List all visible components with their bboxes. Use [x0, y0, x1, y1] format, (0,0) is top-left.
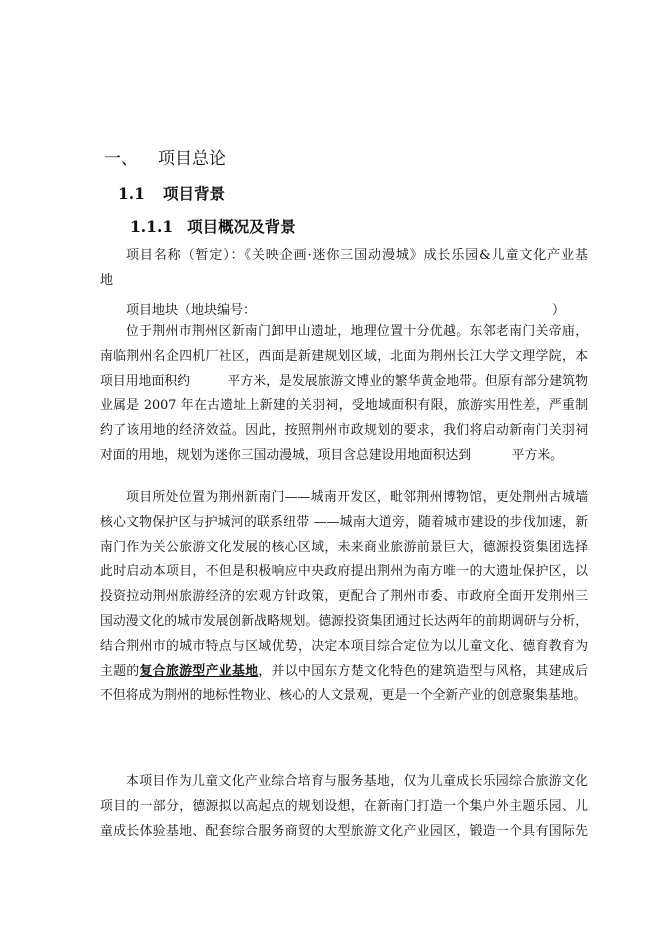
- text-line: 对面的用地，规划为迷你三国动漫城，项目含总建设用地面积达到 平方米。: [100, 447, 563, 463]
- project-plot-line: [126, 299, 256, 318]
- text-line: 国动漫文化的城市发展创新战略规划。德源投资集团通过长达两年的前期调研与分析，: [100, 613, 588, 629]
- text-line: 约了该用地的经济效益。因此，按照荆州市政规划的要求，我们将启动新南门关羽祠: [100, 423, 588, 439]
- text-line: 本项目作为儿童文化产业综合培育与服务基地，仅为儿童成长乐园综合旅游文化: [126, 774, 588, 789]
- text-line: 项目的一部分，德源拟以高起点的规划设想，在新南门打造一个集户外主题乐园、儿: [100, 798, 588, 814]
- text-line: 不但将成为荆州的地标性物业、核心的人文景观，更是一个全新产业的创意聚集基地。: [100, 688, 587, 704]
- text-line: 项目用地面积约 平方米，是发展旅游文博业的繁华黄金地带。但原有部分建筑物: [100, 373, 588, 389]
- text-line: 核心文物保护区与护城河的联系纽带 ——城南大道旁，随着城市建设的步伐加速，新: [100, 514, 588, 530]
- text-line: 项目所处位置为荆州新南门——城南开发区，毗邻荆州博物馆，更处荆州古城墙: [126, 490, 588, 505]
- section-number: 一、: [104, 149, 138, 169]
- text-line: 业属是 2007 年在古遗址上新建的关羽祠，受地域面积有限，旅游实用性差，严重制: [100, 398, 588, 414]
- text-segment: 主题的: [100, 663, 140, 679]
- text-segment: ，并以中国东方楚文化特色的建筑造型与风格，其建成后: [258, 663, 588, 679]
- base-paragraph: [100, 770, 588, 844]
- text-line: 投资拉动荆州旅游经济的宏观方针政策，更配合了荆州市委、市政府全面开发荆州三: [100, 589, 588, 605]
- project-plot-close: ）: [552, 303, 566, 318]
- plot-label: 项目地块（地块编号：: [126, 303, 257, 318]
- text-line: 项目名称（暂定）：《关映企画·迷你三国动漫城》成长乐园&儿童文化产业基: [126, 248, 588, 263]
- text-line-emphasis: [100, 660, 588, 685]
- text-line: 结合荆州市的城市特点与区域优势，决定本项目综合定位为以儿童文化、德育教育为: [100, 638, 588, 654]
- position-paragraph: [100, 486, 588, 709]
- section-heading-1-1-1: [130, 215, 296, 237]
- section-heading-1-1: [118, 182, 225, 204]
- emphasis-text: 复合旅游型产业基地: [139, 663, 259, 679]
- section-title: 项目总论: [158, 149, 226, 169]
- text-line: 位于荆州市荆州区新南门卸甲山遗址，地理位置十分优越。东邻老南门关帝庙，: [126, 324, 588, 339]
- section-number: 1.1.1: [130, 217, 174, 236]
- section-title: 项目背景: [162, 184, 225, 203]
- text-line: 此时启动本项目，不但是积极响应中央政府提出荆州为南方唯一的大遗址保护区，以: [100, 564, 588, 580]
- location-paragraph: [100, 320, 588, 469]
- text-line: 童成长体验基地、配套综合服务商贸的大型旅游文化产业园区，锻造一个具有国际先: [100, 823, 588, 839]
- section-title: 项目概况及背景: [187, 217, 296, 236]
- text-line: 地: [100, 272, 114, 288]
- section-number: 1.1: [118, 184, 145, 203]
- section-heading-1: [104, 144, 226, 169]
- text-line: 南临荆州名企四机厂社区，西面是新建规划区域，北面为荆州长江大学文理学院，本: [100, 348, 588, 364]
- text-line: 南门作为关公旅游文化发展的核心区域，未来商业旅游前景巨大，德源投资集团选择: [100, 539, 588, 555]
- project-name-paragraph: [100, 244, 588, 294]
